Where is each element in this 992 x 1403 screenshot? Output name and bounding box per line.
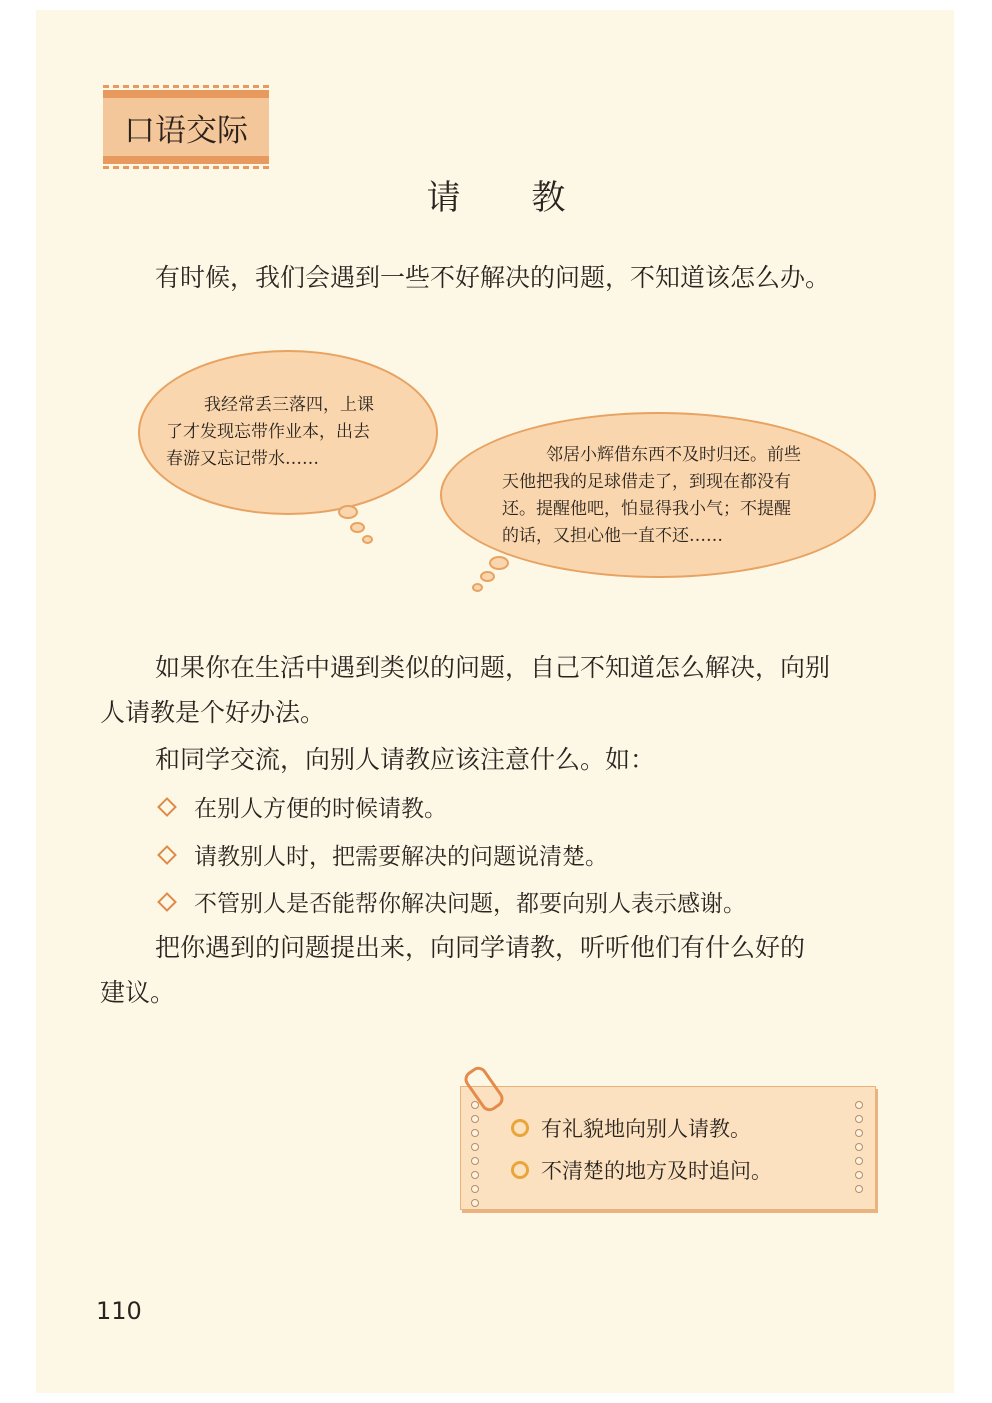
bullet-text: 在别人方便的时候请教。: [194, 796, 447, 822]
page-number: 110: [96, 1297, 142, 1325]
bubble-dot: [350, 522, 365, 533]
bubble-left-line-2: 了才发现忘带作业本，出去: [166, 422, 370, 442]
note-item: [511, 1155, 772, 1185]
bubble-right-line-2: 天他把我的足球借走了，到现在都没有: [502, 472, 791, 492]
ring-bullet-icon: [511, 1119, 529, 1137]
bullet-text: 请教别人时，把需要解决的问题说清楚。: [194, 844, 608, 870]
bubble-dot: [480, 571, 495, 582]
bubble-dot: [472, 583, 483, 592]
thought-bubble-left: [138, 350, 438, 515]
bullet-item: [160, 885, 746, 918]
bubble-dot: [362, 535, 373, 544]
bubble-right-line-1: 邻居小辉借东西不及时归还。前些: [546, 445, 801, 465]
bubble-left-line-3: 春游又忘记带水……: [166, 449, 319, 469]
bullet-text: 不管别人是否能帮你解决问题，都要向别人表示感谢。: [194, 891, 746, 917]
paragraph-2-line-2: 人请教是个好办法。: [100, 698, 326, 727]
intro-paragraph: 有时候，我们会遇到一些不好解决的问题，不知道该怎么办。: [155, 263, 831, 292]
page-title: 请 教: [426, 178, 596, 218]
paragraph-4-line-2: 建议。: [100, 978, 176, 1007]
bubble-left-line-1: 我经常丢三落四，上课: [204, 395, 374, 415]
note-item: [511, 1113, 751, 1143]
note-holes-left: [471, 1101, 479, 1207]
bubble-right-line-4: 的话，又担心他一直不还……: [502, 526, 723, 546]
bullet-item: [160, 790, 447, 823]
thought-bubble-right: [440, 412, 876, 578]
paragraph-2-line-1: 如果你在生活中遇到类似的问题，自己不知道怎么解决，向别: [155, 653, 831, 682]
note-item-text: 不清楚的地方及时追问。: [541, 1159, 772, 1183]
section-tag: 口语交际: [103, 90, 269, 164]
tip-note: [460, 1086, 876, 1210]
paragraph-3: 和同学交流，向别人请教应该注意什么。如：: [155, 745, 656, 774]
ring-bullet-icon: [511, 1161, 529, 1179]
bubble-dot: [338, 505, 358, 519]
diamond-icon: [157, 845, 177, 865]
diamond-icon: [157, 892, 177, 912]
bullet-item: [160, 838, 608, 871]
diamond-icon: [157, 797, 177, 817]
paragraph-4-line-1: 把你遇到的问题提出来，向同学请教，听听他们有什么好的: [155, 933, 806, 962]
bubble-right-line-3: 还。提醒他吧，怕显得我小气；不提醒: [502, 499, 791, 519]
note-item-text: 有礼貌地向别人请教。: [541, 1117, 751, 1141]
bubble-dot: [489, 556, 509, 570]
note-holes-right: [855, 1101, 863, 1193]
